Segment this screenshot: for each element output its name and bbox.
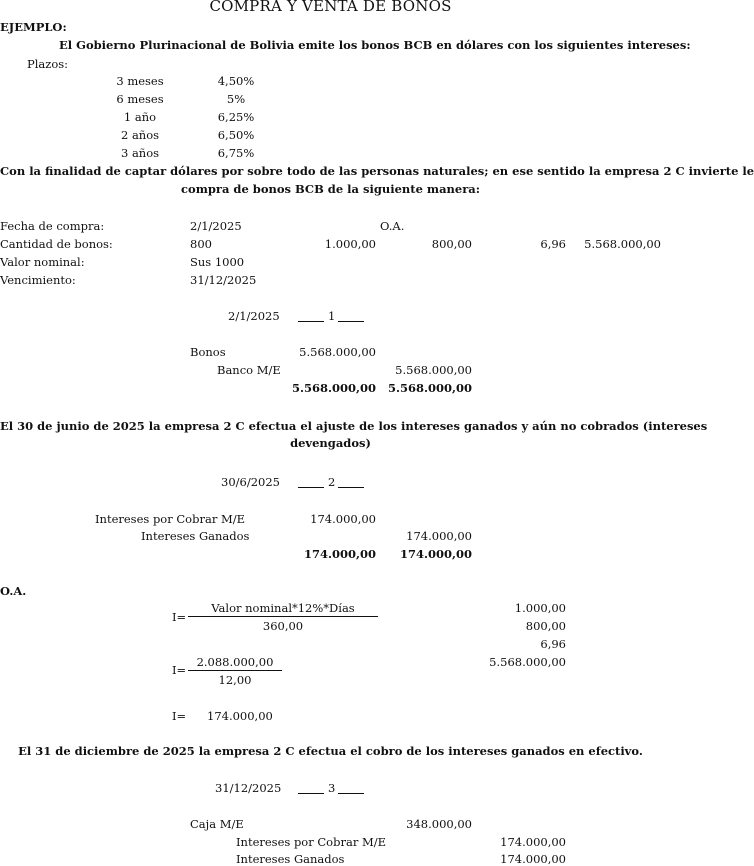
plazo-term: 3 años <box>120 146 160 160</box>
cantidad-value: 800 <box>190 237 212 251</box>
credit-account: Intereses Ganados <box>236 852 345 866</box>
debit-account: Intereses por Cobrar M/E <box>95 512 246 526</box>
valor-value: Sus 1000 <box>190 255 245 269</box>
oa-side-value: 1.000,00 <box>514 601 566 615</box>
calc-value: 5.568.000,00 <box>584 237 661 251</box>
entry-separator <box>298 487 324 488</box>
formula-denominator: 360,00 <box>262 619 304 633</box>
plazo-term: 3 meses <box>116 74 164 88</box>
plazo-rate: 6,25% <box>217 110 255 124</box>
example-label: EJEMPLO: <box>0 20 67 34</box>
entry-separator <box>338 321 364 322</box>
oa-side-value: 800,00 <box>525 619 566 633</box>
calc-value: 800,00 <box>431 237 472 251</box>
debit-amount: 174.000,00 <box>310 512 376 526</box>
credit-amount: 174.000,00 <box>406 529 472 543</box>
credit-account: Intereses Ganados <box>141 529 250 543</box>
debit-amount: 5.568.000,00 <box>299 345 376 359</box>
oa-label: O.A. <box>0 584 27 598</box>
entry-separator <box>338 487 364 488</box>
entry-separator <box>338 793 364 794</box>
oa-side-value: 6,96 <box>540 637 566 651</box>
entry-separator <box>298 793 324 794</box>
total-credit: 5.568.000,00 <box>387 381 472 395</box>
plazo-term: 1 año <box>123 110 157 124</box>
fecha-label: Fecha de compra: <box>0 219 105 233</box>
plazos-label: Plazos: <box>27 57 69 71</box>
calc-value: 1.000,00 <box>324 237 376 251</box>
fecha-value: 2/1/2025 <box>190 219 242 233</box>
oa-side-value: 5.568.000,00 <box>489 655 566 669</box>
interest-result: 174.000,00 <box>207 709 273 723</box>
formula-denominator: 12,00 <box>218 673 252 687</box>
credit-amount: 5.568.000,00 <box>395 363 472 377</box>
debit-amount: 348.000,00 <box>406 817 472 831</box>
interest-equals-label: I= <box>172 709 187 723</box>
fraction-bar <box>188 616 378 617</box>
total-credit: 174.000,00 <box>399 547 472 561</box>
paragraph-purpose-line1: Con la finalidad de captar dólares por sobre todo de las personas naturales; en ese sentido la empresa 2 C invierte le <box>0 164 754 178</box>
interest-equals-label: I= <box>172 610 187 624</box>
credit-account: Banco M/E <box>217 363 281 377</box>
entry-date: 30/6/2025 <box>221 475 280 489</box>
plazo-rate: 4,50% <box>217 74 255 88</box>
oa-label-top: O.A. <box>380 219 405 233</box>
total-debit: 5.568.000,00 <box>291 381 376 395</box>
entry-number: 2 <box>328 475 336 489</box>
calc-value: 6,96 <box>540 237 566 251</box>
page-title: COMPRA Y VENTA DE BONOS <box>209 0 452 15</box>
intro-text: El Gobierno Plurinacional de Bolivia emite los bonos BCB en dólares con los siguientes intereses: <box>59 38 691 52</box>
paragraph-adjustment-line2: devengados) <box>290 436 371 450</box>
paragraph-purpose-line2: compra de bonos BCB de la siguiente manera: <box>181 182 480 196</box>
credit-amount: 174.000,00 <box>500 835 566 849</box>
entry-date: 31/12/2025 <box>215 781 282 795</box>
plazo-rate: 6,75% <box>217 146 255 160</box>
credit-account: Intereses por Cobrar M/E <box>236 835 387 849</box>
formula-numerator: Valor nominal*12%*Días <box>211 601 355 615</box>
plazo-rate: 5% <box>226 92 246 106</box>
debit-account: Caja M/E <box>190 817 244 831</box>
paragraph-adjustment-line1: El 30 de junio de 2025 la empresa 2 C efectua el ajuste de los intereses ganados y aún no cobrados (intereses <box>0 419 708 433</box>
entry-separator <box>298 321 324 322</box>
formula-numerator: 2.088.000,00 <box>196 655 274 669</box>
entry-number: 1 <box>328 309 336 323</box>
total-debit: 174.000,00 <box>303 547 376 561</box>
entry-date: 2/1/2025 <box>228 309 280 323</box>
interest-equals-label: I= <box>172 663 187 677</box>
paragraph-collection: El 31 de diciembre de 2025 la empresa 2 C efectua el cobro de los intereses ganados en efectivo. <box>18 744 643 758</box>
entry-number: 3 <box>328 781 336 795</box>
cantidad-label: Cantidad de bonos: <box>0 237 113 251</box>
fraction-bar <box>188 670 282 671</box>
vencimiento-label: Vencimiento: <box>0 273 76 287</box>
plazo-rate: 6,50% <box>217 128 255 142</box>
plazo-term: 6 meses <box>116 92 164 106</box>
valor-label: Valor nominal: <box>0 255 85 269</box>
vencimiento-value: 31/12/2025 <box>190 273 257 287</box>
debit-account: Bonos <box>190 345 226 359</box>
credit-amount: 174.000,00 <box>500 852 566 866</box>
plazo-term: 2 años <box>120 128 160 142</box>
